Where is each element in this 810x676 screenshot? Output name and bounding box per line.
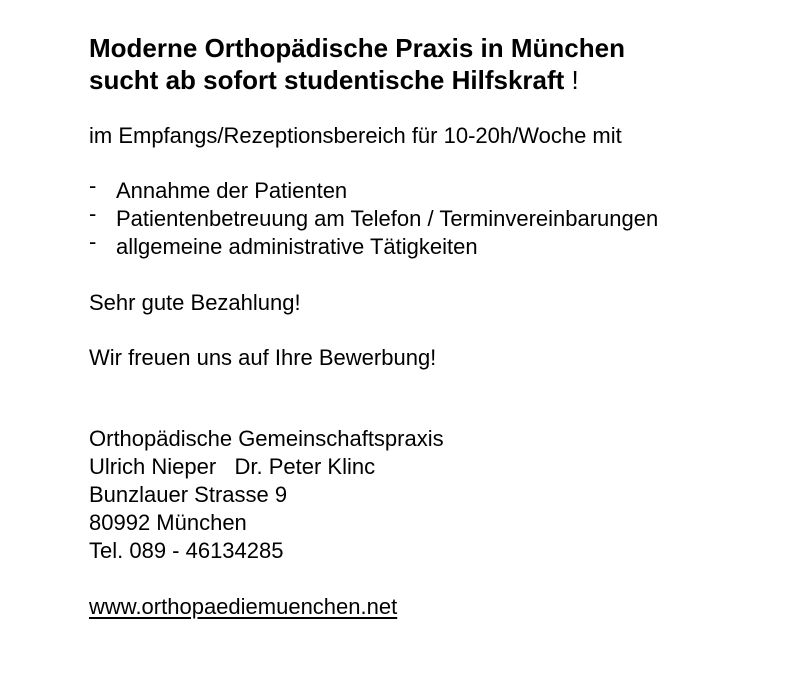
task-item: [89, 201, 789, 233]
dash-bullet-icon: -: [89, 229, 97, 254]
website-link[interactable]: www.orthopaediemuenchen.net: [89, 594, 398, 619]
headline-line-2-text: sucht ab sofort studentische Hilfskraft: [89, 65, 565, 95]
street-address: Bunzlauer Strasse 9: [89, 482, 288, 507]
task-text: Annahme der Patienten: [116, 178, 348, 203]
practice-name: Orthopädische Gemeinschaftspraxis: [89, 426, 444, 451]
contact-block: [89, 425, 789, 565]
phone-number: Tel. 089 - 46134285: [89, 538, 284, 563]
closing-note: Wir freuen uns auf Ihre Bewerbung!: [89, 345, 437, 370]
dash-bullet-icon: -: [89, 201, 97, 226]
task-item: [89, 229, 789, 261]
dash-bullet-icon: -: [89, 173, 97, 198]
headline-line-2: [89, 64, 789, 96]
job-posting-document: [89, 32, 789, 621]
task-item: [89, 173, 789, 205]
doctor-names: Ulrich Nieper Dr. Peter Klinc: [89, 454, 376, 479]
task-list: [89, 173, 789, 261]
posting-headline: [89, 32, 789, 96]
headline-line-1: Moderne Orthopädische Praxis in München: [89, 33, 625, 63]
headline-exclamation: !: [564, 65, 579, 95]
task-text: Patientenbetreuung am Telefon / Terminvereinbarungen: [116, 206, 659, 231]
intro-text: im Empfangs/Rezeptionsbereich für 10-20h/Woche mit: [89, 123, 622, 148]
city-address: 80992 München: [89, 510, 247, 535]
payment-note: Sehr gute Bezahlung!: [89, 290, 301, 315]
task-text: allgemeine administrative Tätigkeiten: [116, 234, 478, 259]
